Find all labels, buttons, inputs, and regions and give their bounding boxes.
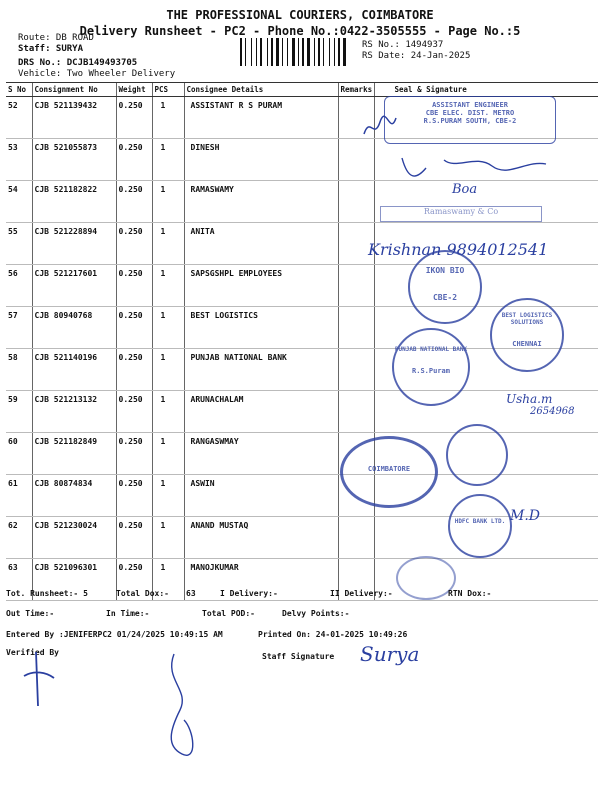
rs-number: RS No.: 1494937 [362, 40, 444, 50]
cell-consignee: BEST LOGISTICS [184, 307, 338, 349]
rtn-dox: RTN Dox:- [448, 589, 492, 598]
cell-consignment-no: CJB 521182849 [32, 433, 116, 475]
col-consignment: Consignment No [32, 83, 116, 97]
cell-pcs: 1 [152, 223, 184, 265]
rs-date: RS Date: 24-Jan-2025 [362, 51, 471, 61]
route-label: Route: DB ROAD [18, 33, 94, 43]
cell-sno: 52 [6, 97, 32, 139]
cell-remarks [338, 391, 374, 433]
verified-signature-icon [20, 650, 60, 710]
in-time: In Time:- [106, 609, 150, 618]
cell-weight: 0.250 [116, 139, 152, 181]
stamp-text-1: ASSISTANT ENGINEER [432, 101, 508, 109]
cell-consignee: ASSISTANT R S PURAM [184, 97, 338, 139]
verified-by: Verified By [6, 648, 59, 657]
cell-consignment-no: CJB 521055873 [32, 139, 116, 181]
cell-sno: 63 [6, 559, 32, 601]
cell-weight: 0.250 [116, 349, 152, 391]
stamp-text-2: CBE ELEC. DIST. METRO [425, 109, 515, 117]
cell-remarks [338, 349, 374, 391]
cell-consignment-no: CJB 521230024 [32, 517, 116, 559]
tot-runsheet: Tot. Runsheet:- 5 [6, 589, 88, 598]
table-row [6, 433, 598, 475]
vehicle-label: Vehicle: Two Wheeler Delivery [18, 69, 176, 79]
cell-weight: 0.250 [116, 433, 152, 475]
stamp-text-3: R.S.PURAM SOUTH, CBE-2 [423, 117, 517, 125]
best-logistics-stamp-text: BEST LOGISTICS SOLUTIONS [501, 312, 553, 326]
ikon-stamp-cbe: CBE-2 [432, 293, 458, 302]
cell-consignee: ANAND MUSTAQ [184, 517, 338, 559]
best-logistics-stamp [490, 298, 564, 372]
cell-pcs: 1 [152, 139, 184, 181]
printed-on: Printed On: 24-01-2025 10:49:26 [258, 630, 408, 639]
staff-label: Staff: SURYA [18, 44, 84, 54]
handwriting-phone: 2654968 [530, 406, 575, 417]
company-title: THE PROFESSIONAL COURIERS, COIMBATORE [166, 8, 434, 22]
handwriting-usha: Usha.m [506, 392, 553, 406]
cell-sno: 57 [6, 307, 32, 349]
pnb-stamp [392, 328, 470, 406]
cell-remarks [338, 139, 374, 181]
cell-pcs: 1 [152, 559, 184, 601]
cell-consignee: MANOJKUMAR [184, 559, 338, 601]
hdfc-stamp [448, 494, 512, 558]
cell-consignment-no: CJB 80940768 [32, 307, 116, 349]
cell-consignee: SAPSGSHPL EMPLOYEES [184, 265, 338, 307]
pnb-stamp-text: PUNJAB NATIONAL BANK [394, 346, 468, 353]
cell-sno: 56 [6, 265, 32, 307]
cell-pcs: 1 [152, 265, 184, 307]
table-header-row [6, 83, 598, 97]
faint-stamp-63 [396, 556, 456, 600]
cell-consignee: ANITA [184, 223, 338, 265]
cell-weight: 0.250 [116, 307, 152, 349]
table-row [6, 559, 598, 601]
cell-pcs: 1 [152, 475, 184, 517]
cell-sno: 54 [6, 181, 32, 223]
cell-remarks [338, 181, 374, 223]
cell-pcs: 1 [152, 307, 184, 349]
cell-weight: 0.250 [116, 559, 152, 601]
cell-sno: 59 [6, 391, 32, 433]
cell-weight: 0.250 [116, 391, 152, 433]
hdfc-stamp-text: HDFC BANK LTD. [454, 518, 506, 525]
pnb-stamp-branch: R.S.Puram [412, 367, 450, 375]
cell-remarks [338, 265, 374, 307]
cell-consignee: PUNJAB NATIONAL BANK [184, 349, 338, 391]
handwriting-surya: Surya [360, 642, 420, 666]
cell-consignee: ASWIN [184, 475, 338, 517]
col-pcs: PCS [152, 83, 184, 97]
cell-consignee: DINESH [184, 139, 338, 181]
coimbatore-stamp-text: COIMBATORE [367, 465, 411, 473]
cell-consignment-no: CJB 521140196 [32, 349, 116, 391]
total-dox-value: 63 [186, 589, 196, 598]
assistant-engineer-stamp [384, 96, 556, 144]
col-remarks: Remarks [338, 83, 374, 97]
ramaswamy-stamp: Ramaswamy & Co [380, 206, 542, 222]
barcode [240, 38, 356, 66]
signature-52-icon [360, 112, 400, 142]
out-time: Out Time:- [6, 609, 55, 618]
round-stamp-60 [446, 424, 508, 486]
total-pod: Total POD:- [202, 609, 255, 618]
cell-weight: 0.250 [116, 223, 152, 265]
i-delivery: I Delivery:- [220, 589, 278, 598]
cell-remarks [338, 517, 374, 559]
cell-sno: 62 [6, 517, 32, 559]
cell-pcs: 1 [152, 181, 184, 223]
runsheet-title: Delivery Runsheet - PC2 - Phone No.:0422-3505555 - Page No.:5 [79, 24, 521, 38]
ikon-stamp [408, 250, 482, 324]
scribble-signature-icon [160, 650, 200, 760]
table-row [6, 265, 598, 307]
ii-delivery: II Delivery:- [330, 589, 393, 598]
cell-remarks [338, 307, 374, 349]
cell-sno: 58 [6, 349, 32, 391]
handwriting-boa: Boa [452, 182, 478, 197]
cell-sno: 60 [6, 433, 32, 475]
cell-consignment-no: CJB 521139432 [32, 97, 116, 139]
col-consignee: Consignee Details [184, 83, 338, 97]
cell-weight: 0.250 [116, 265, 152, 307]
drs-number: DRS No.: DCJB149493705 [18, 58, 138, 68]
cell-consignment-no: CJB 521217601 [32, 265, 116, 307]
cell-consignment-no: CJB 521228894 [32, 223, 116, 265]
cell-pcs: 1 [152, 433, 184, 475]
cell-consignee: RANGASWMAY [184, 433, 338, 475]
handwriting-md: M.D [510, 508, 541, 524]
cell-weight: 0.250 [116, 475, 152, 517]
cell-weight: 0.250 [116, 181, 152, 223]
entered-by: Entered By :JENIFERPC2 01/24/2025 10:49:15 AM [6, 630, 223, 639]
cell-consignee: RAMASWAMY [184, 181, 338, 223]
cell-sno: 61 [6, 475, 32, 517]
cell-consignment-no: CJB 521182822 [32, 181, 116, 223]
cell-pcs: 1 [152, 349, 184, 391]
cell-sno: 55 [6, 223, 32, 265]
ikon-stamp-text: IKON BIO [425, 266, 465, 275]
staff-signature-label: Staff Signature [262, 652, 335, 661]
col-signature: Seal & Signature [374, 83, 598, 97]
col-sno: S No [6, 83, 32, 97]
cell-consignment-no: CJB 80874834 [32, 475, 116, 517]
best-logistics-stamp-city: CHENNAI [512, 340, 542, 348]
total-dox-label: Total Dox:- [116, 589, 169, 598]
col-weight: Weight [116, 83, 152, 97]
handwriting-krishnan: Krishnan 9894012541 [368, 240, 549, 259]
cell-consignee: ARUNACHALAM [184, 391, 338, 433]
delvy-points: Delvy Points:- [282, 609, 350, 618]
coimbatore-stamp [340, 436, 438, 508]
cell-consignment-no: CJB 521213132 [32, 391, 116, 433]
cell-pcs: 1 [152, 97, 184, 139]
cell-weight: 0.250 [116, 517, 152, 559]
cell-consignment-no: CJB 521096301 [32, 559, 116, 601]
cell-pcs: 1 [152, 517, 184, 559]
cell-pcs: 1 [152, 391, 184, 433]
cell-sno: 53 [6, 139, 32, 181]
cell-weight: 0.250 [116, 97, 152, 139]
